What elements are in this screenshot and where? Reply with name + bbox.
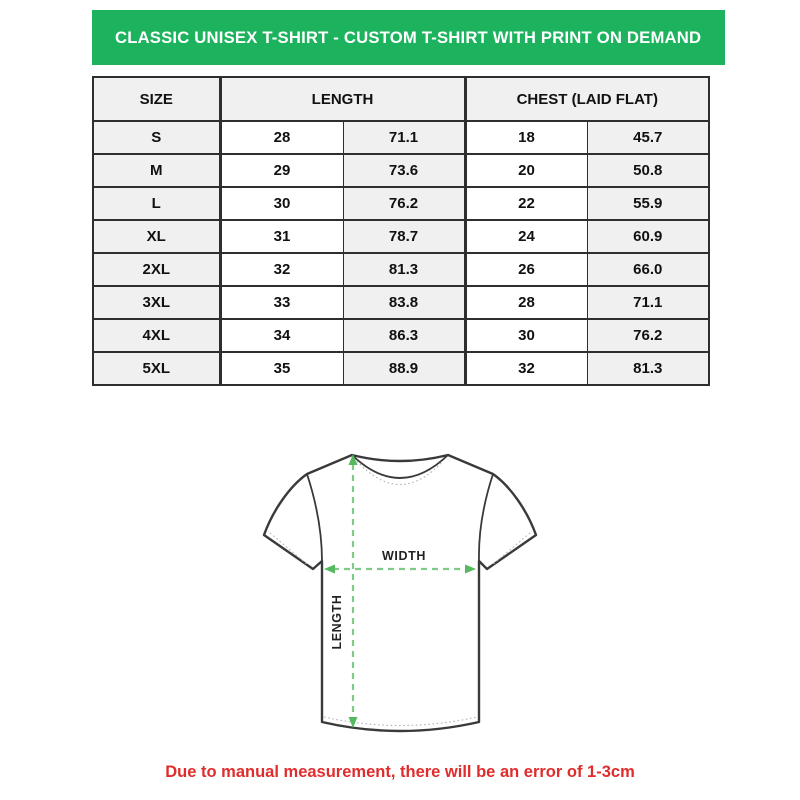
title-banner [92,10,725,65]
table-row [93,286,709,319]
cell-size: 2XL [93,253,220,286]
header-length: LENGTH [220,77,465,121]
cell-length-cm: 83.8 [343,286,465,319]
cell-size: S [93,121,220,154]
cell-length-in: 29 [220,154,343,187]
cell-chest-cm: 76.2 [587,319,709,352]
cell-size: M [93,154,220,187]
cell-length-in: 35 [220,352,343,385]
cell-chest-cm: 71.1 [587,286,709,319]
measurement-error-note: Due to manual measurement, there will be an error of 1-3cm [165,763,635,781]
cell-length-in: 28 [220,121,343,154]
cell-size: 4XL [93,319,220,352]
cell-chest-cm: 55.9 [587,187,709,220]
cell-chest-in: 18 [465,121,587,154]
cell-length-in: 32 [220,253,343,286]
cell-chest-in: 24 [465,220,587,253]
cell-length-in: 30 [220,187,343,220]
cell-size: L [93,187,220,220]
table-row [93,319,709,352]
cell-chest-cm: 50.8 [587,154,709,187]
table-row [93,352,709,385]
table-row [93,154,709,187]
page-title: CLASSIC UNISEX T-SHIRT - CUSTOM T-SHIRT WITH PRINT ON DEMAND [115,27,702,47]
cell-length-cm: 71.1 [343,121,465,154]
cell-length-cm: 81.3 [343,253,465,286]
cell-length-cm: 88.9 [343,352,465,385]
cell-chest-in: 22 [465,187,587,220]
size-table [92,76,710,386]
width-label: WIDTH [382,549,426,563]
cell-length-in: 31 [220,220,343,253]
cell-size: 3XL [93,286,220,319]
cell-length-cm: 73.6 [343,154,465,187]
header-chest: CHEST (LAID FLAT) [465,77,709,121]
header-size: SIZE [93,77,220,121]
cell-chest-in: 26 [465,253,587,286]
cell-length-cm: 86.3 [343,319,465,352]
cell-length-cm: 78.7 [343,220,465,253]
cell-chest-cm: 66.0 [587,253,709,286]
cell-chest-in: 28 [465,286,587,319]
table-header-row [93,77,709,121]
cell-chest-in: 20 [465,154,587,187]
cell-size: XL [93,220,220,253]
tshirt-outline [264,455,536,731]
table-row [93,253,709,286]
tshirt-diagram [254,444,546,754]
table-row [93,121,709,154]
cell-length-in: 34 [220,319,343,352]
cell-chest-in: 30 [465,319,587,352]
cell-chest-cm: 60.9 [587,220,709,253]
cell-chest-in: 32 [465,352,587,385]
length-label: LENGTH [330,594,344,650]
cell-size: 5XL [93,352,220,385]
cell-length-cm: 76.2 [343,187,465,220]
cell-length-in: 33 [220,286,343,319]
cell-chest-cm: 81.3 [587,352,709,385]
table-row [93,220,709,253]
table-row [93,187,709,220]
cell-chest-cm: 45.7 [587,121,709,154]
size-table-container [92,76,710,386]
